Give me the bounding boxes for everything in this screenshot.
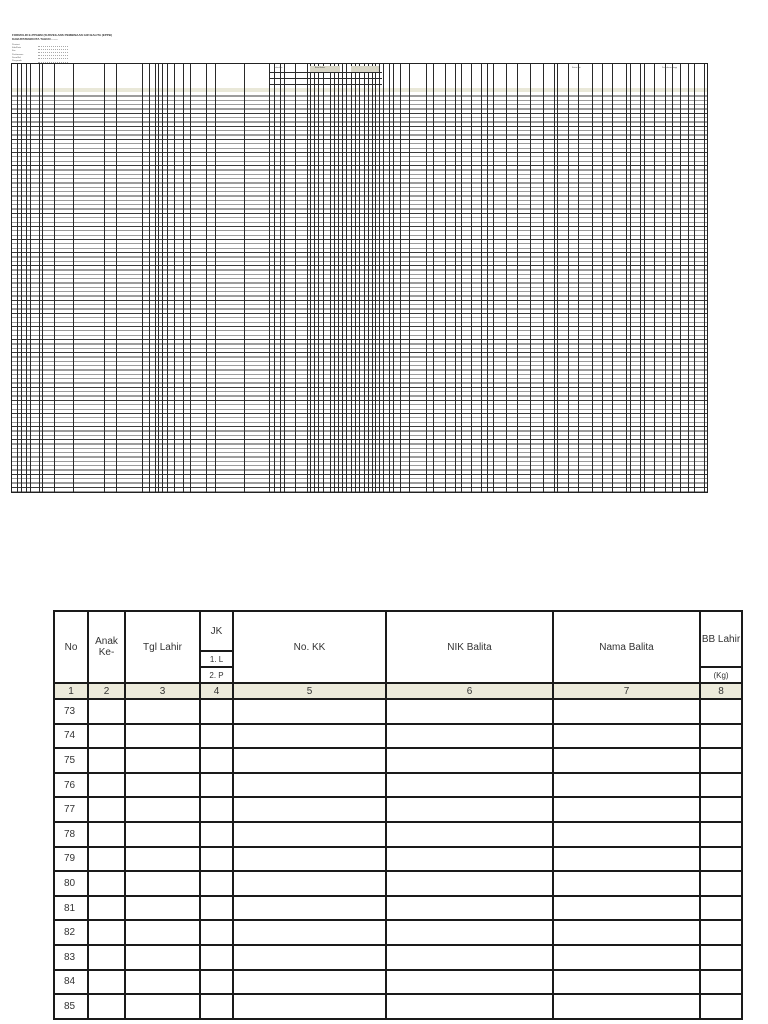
grid-column-line xyxy=(568,64,569,492)
grid-column-line xyxy=(630,64,631,492)
grid-column-line xyxy=(42,64,43,492)
form-meta-underline xyxy=(38,55,68,56)
table-cell[interactable] xyxy=(88,748,125,773)
grid-column-line xyxy=(672,64,673,492)
grid-column-line xyxy=(665,64,666,492)
grid-column-line xyxy=(39,64,40,492)
header-anak-ke: Anak Ke- xyxy=(88,611,125,683)
form-meta-line: Puskesmas xyxy=(12,53,24,56)
form-meta-line: Desa/Kel xyxy=(12,56,21,59)
table-cell[interactable] xyxy=(700,822,742,847)
table-cell[interactable] xyxy=(125,773,200,798)
table-cell[interactable] xyxy=(233,920,386,945)
grid-column-line xyxy=(368,64,369,492)
column-number: 6 xyxy=(386,683,553,699)
table-cell[interactable] xyxy=(386,822,553,847)
table-cell[interactable] xyxy=(386,847,553,872)
table-row xyxy=(54,896,742,921)
table-cell[interactable] xyxy=(200,724,233,749)
row-number: 82 xyxy=(54,920,88,945)
header-bb-unit: (Kg) xyxy=(700,667,742,683)
table-cell[interactable] xyxy=(386,896,553,921)
grid-column-line xyxy=(280,64,281,492)
table-cell[interactable] xyxy=(200,920,233,945)
grid-column-line xyxy=(158,64,159,492)
table-cell[interactable] xyxy=(553,920,700,945)
table-cell[interactable] xyxy=(553,970,700,995)
table-cell[interactable] xyxy=(553,822,700,847)
table-cell[interactable] xyxy=(700,871,742,896)
table-cell[interactable] xyxy=(553,896,700,921)
grid-column-line xyxy=(351,64,352,492)
grid-group-header: Pengukuran Tinggi xyxy=(662,67,677,69)
header-nik-balita: NIK Balita xyxy=(386,611,553,683)
grid-column-line xyxy=(338,64,339,492)
column-number: 8 xyxy=(700,683,742,699)
table-cell[interactable] xyxy=(700,994,742,1019)
table-row xyxy=(54,920,742,945)
table-cell[interactable] xyxy=(200,822,233,847)
row-number: 75 xyxy=(54,748,88,773)
table-cell[interactable] xyxy=(553,699,700,724)
header-no: No xyxy=(54,611,88,683)
table-cell[interactable] xyxy=(233,797,386,822)
table-row xyxy=(54,871,742,896)
table-cell[interactable] xyxy=(386,945,553,970)
form-subtitle: KABUPATEN/KOTA TAHUN ........ xyxy=(12,37,58,41)
column-number: 4 xyxy=(200,683,233,699)
table-row xyxy=(54,748,742,773)
table-cell[interactable] xyxy=(200,945,233,970)
table-cell[interactable] xyxy=(125,970,200,995)
grid-column-line xyxy=(174,64,175,492)
grid-column-line xyxy=(493,64,494,492)
row-number: 80 xyxy=(54,871,88,896)
grid-column-line xyxy=(295,64,296,492)
table-cell[interactable] xyxy=(200,970,233,995)
table-cell[interactable] xyxy=(125,797,200,822)
table-row xyxy=(54,822,742,847)
row-number: 74 xyxy=(54,724,88,749)
table-row xyxy=(54,847,742,872)
form-meta-underline xyxy=(38,46,68,47)
table-cell[interactable] xyxy=(200,773,233,798)
grid-column-line xyxy=(307,64,308,492)
table-cell[interactable] xyxy=(553,994,700,1019)
table-row xyxy=(54,994,742,1019)
grid-column-line xyxy=(355,64,356,492)
grid-group-header: Berat Badan xyxy=(315,67,325,69)
header-tgl-lahir: Tgl Lahir xyxy=(125,611,200,683)
table-cell[interactable] xyxy=(200,699,233,724)
table-cell[interactable] xyxy=(386,699,553,724)
table-cell[interactable] xyxy=(233,822,386,847)
grid-column-line xyxy=(116,64,117,492)
grid-column-line xyxy=(626,64,627,492)
grid-group-header: Kelurahan xyxy=(274,67,283,69)
header-bb-lahir: BB Lahir xyxy=(700,611,742,667)
table-cell[interactable] xyxy=(88,699,125,724)
grid-column-line xyxy=(342,64,343,492)
grid-column-line xyxy=(530,64,531,492)
grid-column-line xyxy=(314,64,315,492)
row-number: 81 xyxy=(54,896,88,921)
grid-column-line xyxy=(455,64,456,492)
table-cell[interactable] xyxy=(386,797,553,822)
grid-column-line xyxy=(578,64,579,492)
table-cell[interactable] xyxy=(233,847,386,872)
table-cell[interactable] xyxy=(386,748,553,773)
table-cell[interactable] xyxy=(233,871,386,896)
grid-column-line xyxy=(73,64,74,492)
grid-column-line xyxy=(334,64,335,492)
grid-column-line xyxy=(372,64,373,492)
header-nama-balita: Nama Balita xyxy=(553,611,700,683)
grid-column-line xyxy=(104,64,105,492)
table-cell[interactable] xyxy=(553,773,700,798)
form-title: FORMULIR E-PPGBM (SURVEILANS PEMBINAAN GIZI BALITA (EPPB) xyxy=(12,33,112,37)
grid-column-line xyxy=(602,64,603,492)
grid-column-line xyxy=(346,64,347,492)
grid-column-line xyxy=(21,64,22,492)
column-number: 5 xyxy=(233,683,386,699)
grid-column-line xyxy=(654,64,655,492)
grid-column-line xyxy=(383,64,384,492)
table-row xyxy=(54,970,742,995)
column-number-row xyxy=(54,683,742,699)
table-cell[interactable] xyxy=(700,748,742,773)
balita-table xyxy=(53,610,743,1020)
row-number: 83 xyxy=(54,945,88,970)
table-cell[interactable] xyxy=(88,822,125,847)
table-cell[interactable] xyxy=(700,773,742,798)
grid-column-line xyxy=(517,64,518,492)
grid-column-line xyxy=(162,64,163,492)
grid-column-line xyxy=(155,64,156,492)
table-row xyxy=(54,945,742,970)
table-cell[interactable] xyxy=(233,994,386,1019)
grid-column-line xyxy=(375,64,376,492)
grid-column-line xyxy=(389,64,390,492)
table-cell[interactable] xyxy=(88,920,125,945)
table-cell[interactable] xyxy=(200,896,233,921)
grid-column-line xyxy=(269,64,270,492)
grid-column-line xyxy=(400,64,401,492)
table-cell[interactable] xyxy=(125,896,200,921)
grid-column-line xyxy=(310,64,311,492)
table-cell[interactable] xyxy=(233,773,386,798)
table-cell[interactable] xyxy=(125,748,200,773)
grid-header-shade xyxy=(351,66,379,72)
column-number: 1 xyxy=(54,683,88,699)
table-cell[interactable] xyxy=(125,847,200,872)
table-cell[interactable] xyxy=(125,994,200,1019)
table-cell[interactable] xyxy=(125,871,200,896)
table-cell[interactable] xyxy=(200,748,233,773)
table-cell[interactable] xyxy=(200,994,233,1019)
header-jk-option-l: 1. L xyxy=(200,651,233,667)
form-meta-line: Provinsi xyxy=(12,44,20,46)
grid-column-line xyxy=(17,64,18,492)
table-cell[interactable] xyxy=(386,871,553,896)
table-cell[interactable] xyxy=(553,797,700,822)
grid-column-line xyxy=(704,64,705,492)
column-number: 3 xyxy=(125,683,200,699)
grid-column-line xyxy=(244,64,245,492)
form-meta-underline xyxy=(38,49,68,50)
table-cell[interactable] xyxy=(88,970,125,995)
row-number: 73 xyxy=(54,699,88,724)
grid-column-line xyxy=(359,64,360,492)
table-cell[interactable] xyxy=(553,847,700,872)
row-number: 78 xyxy=(54,822,88,847)
grid-column-line xyxy=(30,64,31,492)
grid-column-line xyxy=(284,64,285,492)
grid-column-line xyxy=(694,64,695,492)
table-cell[interactable] xyxy=(200,797,233,822)
table-cell[interactable] xyxy=(386,724,553,749)
grid-column-line xyxy=(215,64,216,492)
table-cell[interactable] xyxy=(386,773,553,798)
grid-column-line xyxy=(190,64,191,492)
grid-column-line xyxy=(592,64,593,492)
form-meta-line: Kab/Kota xyxy=(12,47,21,50)
table-cell[interactable] xyxy=(700,970,742,995)
table-cell[interactable] xyxy=(233,699,386,724)
table-cell[interactable] xyxy=(700,724,742,749)
table-cell[interactable] xyxy=(88,773,125,798)
grid-column-line xyxy=(379,64,380,492)
table-cell[interactable] xyxy=(386,970,553,995)
grid-column-line xyxy=(364,64,365,492)
table-cell[interactable] xyxy=(200,847,233,872)
table-cell[interactable] xyxy=(700,847,742,872)
row-number: 85 xyxy=(54,994,88,1019)
column-number: 2 xyxy=(88,683,125,699)
table-cell[interactable] xyxy=(233,724,386,749)
grid-column-line xyxy=(471,64,472,492)
table-cell[interactable] xyxy=(88,797,125,822)
table-cell[interactable] xyxy=(386,994,553,1019)
grid-column-line xyxy=(680,64,681,492)
table-cell[interactable] xyxy=(700,920,742,945)
row-number: 77 xyxy=(54,797,88,822)
form-meta-line: Kec xyxy=(12,50,16,53)
grid-column-line xyxy=(206,64,207,492)
grid-column-line xyxy=(323,64,324,492)
table-cell[interactable] xyxy=(125,699,200,724)
grid-column-line xyxy=(612,64,613,492)
grid-header-line xyxy=(269,72,382,73)
thumbnail-grid xyxy=(11,63,708,493)
grid-column-line xyxy=(506,64,507,492)
grid-column-line xyxy=(149,64,150,492)
grid-column-line xyxy=(487,64,488,492)
table-cell[interactable] xyxy=(700,896,742,921)
table-cell[interactable] xyxy=(88,847,125,872)
grid-column-line xyxy=(54,64,55,492)
table-cell[interactable] xyxy=(233,748,386,773)
table-row xyxy=(54,699,742,724)
table-cell[interactable] xyxy=(200,871,233,896)
table-cell[interactable] xyxy=(233,945,386,970)
form-meta-underline xyxy=(38,58,68,59)
grid-column-line xyxy=(26,64,27,492)
table-cell[interactable] xyxy=(553,724,700,749)
table-cell[interactable] xyxy=(700,699,742,724)
grid-column-line xyxy=(393,64,394,492)
grid-column-line xyxy=(183,64,184,492)
grid-column-line xyxy=(481,64,482,492)
row-number: 79 xyxy=(54,847,88,872)
row-number: 76 xyxy=(54,773,88,798)
table-cell[interactable] xyxy=(125,945,200,970)
table-cell[interactable] xyxy=(88,871,125,896)
table-row xyxy=(54,724,742,749)
grid-column-line xyxy=(167,64,168,492)
form-meta-underline xyxy=(38,52,68,53)
table-cell[interactable] xyxy=(88,945,125,970)
table-cell[interactable] xyxy=(125,920,200,945)
grid-column-line xyxy=(330,64,331,492)
table-cell[interactable] xyxy=(233,896,386,921)
table-cell[interactable] xyxy=(125,724,200,749)
table-row xyxy=(54,773,742,798)
grid-column-line xyxy=(554,64,555,492)
grid-column-line xyxy=(688,64,689,492)
grid-column-line xyxy=(461,64,462,492)
table-cell[interactable] xyxy=(553,748,700,773)
grid-header-line xyxy=(269,84,382,85)
header-no-kk: No. KK xyxy=(233,611,386,683)
table-cell[interactable] xyxy=(700,945,742,970)
grid-header-line xyxy=(269,78,382,79)
table-cell[interactable] xyxy=(88,994,125,1019)
grid-column-line xyxy=(557,64,558,492)
grid-column-line xyxy=(274,64,275,492)
form-meta-line: Posyandu xyxy=(12,60,22,62)
grid-column-line xyxy=(543,64,544,492)
table-row xyxy=(54,797,742,822)
grid-column-line xyxy=(644,64,645,492)
header-jk: JK xyxy=(200,611,233,651)
table-cell[interactable] xyxy=(88,896,125,921)
grid-column-line xyxy=(142,64,143,492)
row-number: 84 xyxy=(54,970,88,995)
table-cell[interactable] xyxy=(233,970,386,995)
grid-column-line xyxy=(426,64,427,492)
grid-column-line xyxy=(640,64,641,492)
zoomed-table-section xyxy=(53,610,743,1024)
grid-column-line xyxy=(318,64,319,492)
table-cell[interactable] xyxy=(386,920,553,945)
grid-group-header: Status Gizi xyxy=(572,67,581,69)
header-jk-option-p: 2. P xyxy=(200,667,233,683)
grid-column-line xyxy=(445,64,446,492)
table-cell[interactable] xyxy=(700,797,742,822)
column-number: 7 xyxy=(553,683,700,699)
table-cell[interactable] xyxy=(125,822,200,847)
table-cell[interactable] xyxy=(553,871,700,896)
grid-column-line xyxy=(433,64,434,492)
table-cell[interactable] xyxy=(553,945,700,970)
grid-column-line xyxy=(409,64,410,492)
table-cell[interactable] xyxy=(88,724,125,749)
